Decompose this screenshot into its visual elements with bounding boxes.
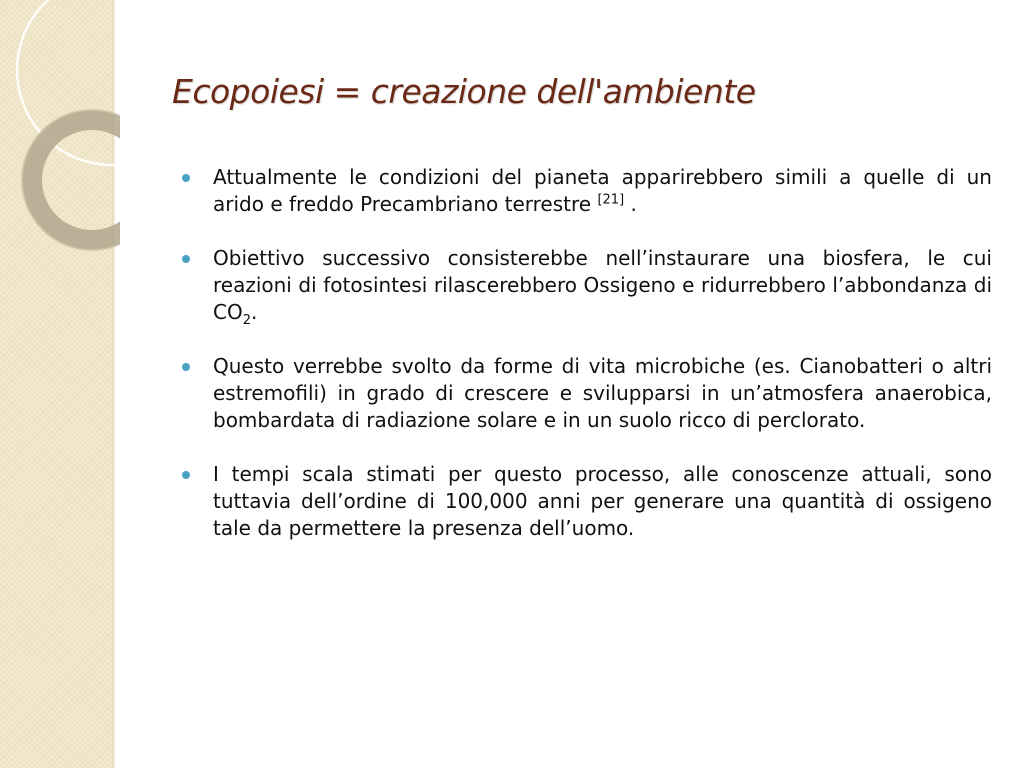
bullet-text: Obiettivo successivo consisterebbe nell’instaurare una biosfera, le cui reazioni di fotosintesi rilascerebbero Ossigeno e ridurrebbero l’abbondanza di CO	[213, 246, 992, 324]
decorative-circles	[0, 0, 120, 260]
bullet-item	[182, 353, 992, 434]
slide-title: Ecopoiesi = creazione dell'ambiente	[172, 72, 756, 111]
bullet-text: Questo verrebbe svolto da forme di vita microbiche (es. Cianobatteri o altri estremofili) in grado di crescere e svilupparsi in un’atmosfera anaerobica, bombardata di radiazione solare e in un suolo ricco di perclorato.	[213, 354, 992, 432]
bullet-dot-icon	[182, 363, 190, 371]
thick-ring-decoration	[32, 120, 120, 240]
thin-arc-decoration	[17, 0, 120, 165]
bullet-text: I tempi scala stimati per questo processo, alle conoscenze attuali, sono tuttavia dell’ordine di 100,000 anni per generare una quantità di ossigeno tale da permettere la presenza dell’uomo.	[213, 462, 992, 540]
bullet-dot-icon	[182, 174, 190, 182]
bullet-dot-icon	[182, 471, 190, 479]
bullet-item	[182, 461, 992, 542]
bullet-text: Attualmente le condizioni del pianeta apparirebbero simili a quelle di un arido e freddo Precambriano terrestre	[213, 165, 992, 216]
bullet-text-end: .	[624, 192, 637, 216]
bullet-item	[182, 164, 992, 218]
bullet-dot-icon	[182, 255, 190, 263]
bullet-list	[182, 164, 992, 569]
bullet-text-end: .	[251, 300, 258, 324]
bullet-item	[182, 245, 992, 326]
citation-superscript: [21]	[597, 192, 625, 208]
chemical-subscript: 2	[242, 313, 251, 328]
